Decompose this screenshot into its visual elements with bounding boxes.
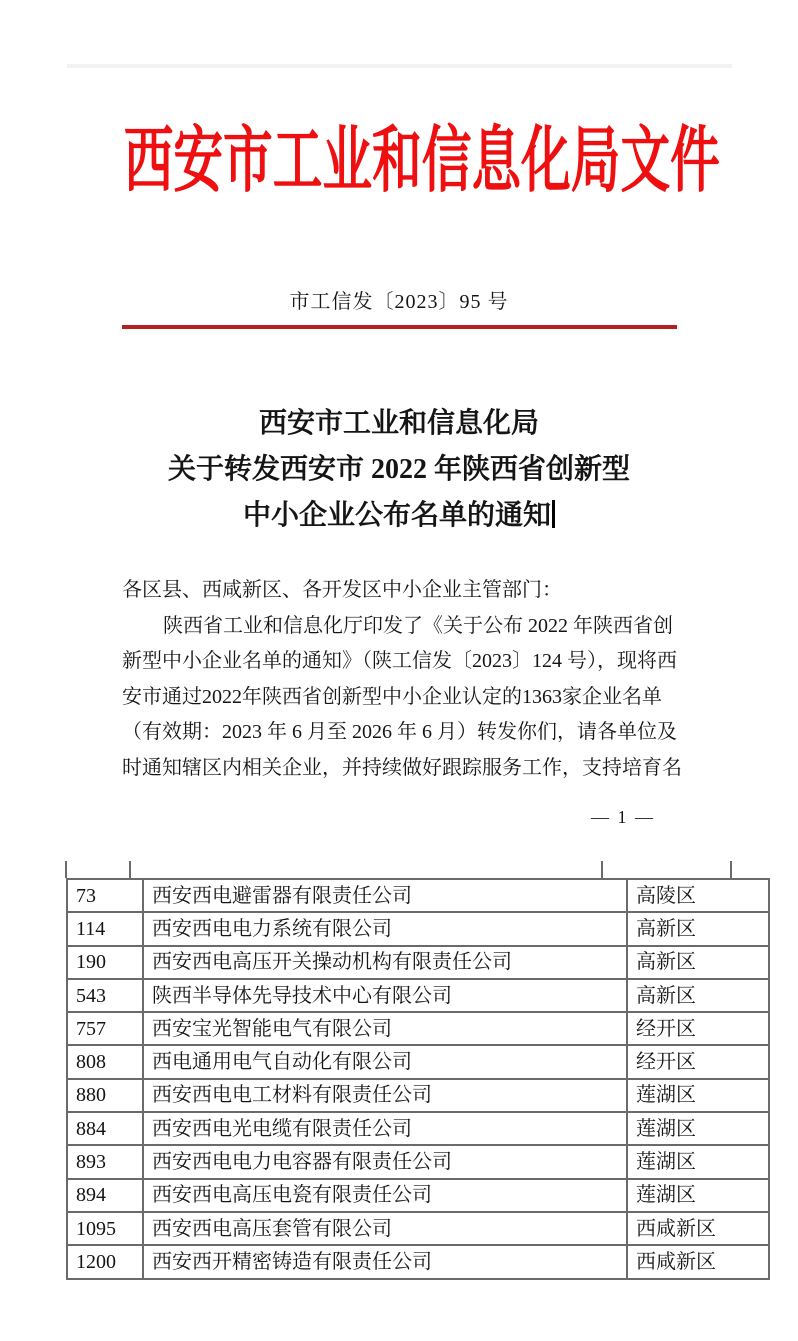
page-top-shadow-line	[67, 64, 732, 68]
table-column-stub	[601, 861, 603, 878]
cell-company-name: 西安西电光电缆有限责任公司	[143, 1112, 627, 1145]
cell-district: 高新区	[627, 946, 769, 979]
table-column-stub	[730, 861, 732, 878]
cell-company-name: 西安西开精密铸造有限责任公司	[143, 1245, 627, 1278]
table-row	[67, 1012, 769, 1045]
notice-title-line: 西安市工业和信息化局	[258, 408, 539, 439]
cell-serial-number: 114	[67, 912, 143, 945]
body-line: 安市通过2022年陕西省创新型中小企业认定的1363家企业名单	[122, 685, 662, 708]
cell-district: 经开区	[627, 1012, 769, 1045]
table-row	[67, 879, 769, 912]
cell-district: 莲湖区	[627, 1145, 769, 1178]
red-banner-title: 西安市工业和信息化局文件	[123, 121, 720, 201]
table-row	[67, 1145, 769, 1178]
body-line: （有效期：2023 年 6 月至 2026 年 6 月）转发你们，请各单位及	[122, 721, 677, 743]
cell-serial-number: 808	[67, 1045, 143, 1078]
cell-district: 莲湖区	[627, 1179, 769, 1212]
cell-serial-number: 894	[67, 1179, 143, 1212]
body-text-block	[122, 573, 682, 786]
cell-company-name: 西安西电高压电瓷有限责任公司	[143, 1179, 627, 1212]
cell-serial-number: 880	[67, 1079, 143, 1112]
cell-district: 高新区	[627, 912, 769, 945]
table-row	[67, 946, 769, 979]
cell-serial-number: 543	[67, 979, 143, 1012]
cell-company-name: 西安西电电力电容器有限责任公司	[143, 1145, 627, 1178]
cell-company-name: 西安西电避雷器有限责任公司	[143, 879, 627, 912]
table-row	[67, 1179, 769, 1212]
cell-serial-number: 893	[67, 1145, 143, 1178]
cell-serial-number: 1095	[67, 1212, 143, 1245]
cell-company-name: 西安宝光智能电气有限公司	[143, 1012, 627, 1045]
companies-table	[66, 878, 770, 1280]
body-line: 陕西省工业和信息化厅印发了《关于公布 2022 年陕西省创	[163, 614, 673, 637]
notice-title	[0, 401, 798, 539]
cell-company-name: 西安西电高压套管有限公司	[143, 1212, 627, 1245]
companies-table-body	[67, 879, 769, 1279]
salutation-line: 各区县、西咸新区、各开发区中小企业主管部门：	[122, 579, 562, 601]
cell-district: 高陵区	[627, 879, 769, 912]
notice-title-line: 关于转发西安市 2022 年陕西省创新型	[167, 454, 630, 485]
body-line: 新型中小企业名单的通知》（陕工信发〔2023〕124 号），现将西	[122, 650, 677, 672]
cell-district: 莲湖区	[627, 1112, 769, 1145]
body-paragraph	[122, 609, 682, 787]
cell-serial-number: 73	[67, 879, 143, 912]
cell-serial-number: 757	[67, 1012, 143, 1045]
notice-title-line: 中小企业公布名单的通知	[0, 493, 798, 539]
cell-company-name: 西安西电电工材料有限责任公司	[143, 1079, 627, 1112]
cell-serial-number: 884	[67, 1112, 143, 1145]
table-column-stub	[65, 861, 67, 878]
cell-district: 莲湖区	[627, 1079, 769, 1112]
table-row	[67, 1245, 769, 1278]
cell-company-name: 西安西电高压开关操动机构有限责任公司	[143, 946, 627, 979]
table-row	[67, 912, 769, 945]
cell-district: 西咸新区	[627, 1212, 769, 1245]
page-number: — 1 —	[591, 807, 655, 827]
cell-company-name: 西安西电电力系统有限公司	[143, 912, 627, 945]
cell-district: 高新区	[627, 979, 769, 1012]
red-rule-divider	[122, 325, 677, 329]
cell-serial-number: 1200	[67, 1245, 143, 1278]
cell-district: 经开区	[627, 1045, 769, 1078]
table-row	[67, 1045, 769, 1078]
cell-serial-number: 190	[67, 946, 143, 979]
table-row	[67, 1112, 769, 1145]
text-cursor	[552, 500, 555, 528]
cell-company-name: 陕西半导体先导技术中心有限公司	[143, 979, 627, 1012]
table-column-stub	[129, 861, 131, 878]
cell-district: 西咸新区	[627, 1245, 769, 1278]
cell-company-name: 西电通用电气自动化有限公司	[143, 1045, 627, 1078]
table-row	[67, 1079, 769, 1112]
doc-number: 市工信发〔2023〕95 号	[289, 291, 509, 313]
table-row	[67, 1212, 769, 1245]
table-row	[67, 979, 769, 1012]
body-line: 时通知辖区内相关企业，并持续做好跟踪服务工作，支持培育名	[122, 756, 682, 779]
